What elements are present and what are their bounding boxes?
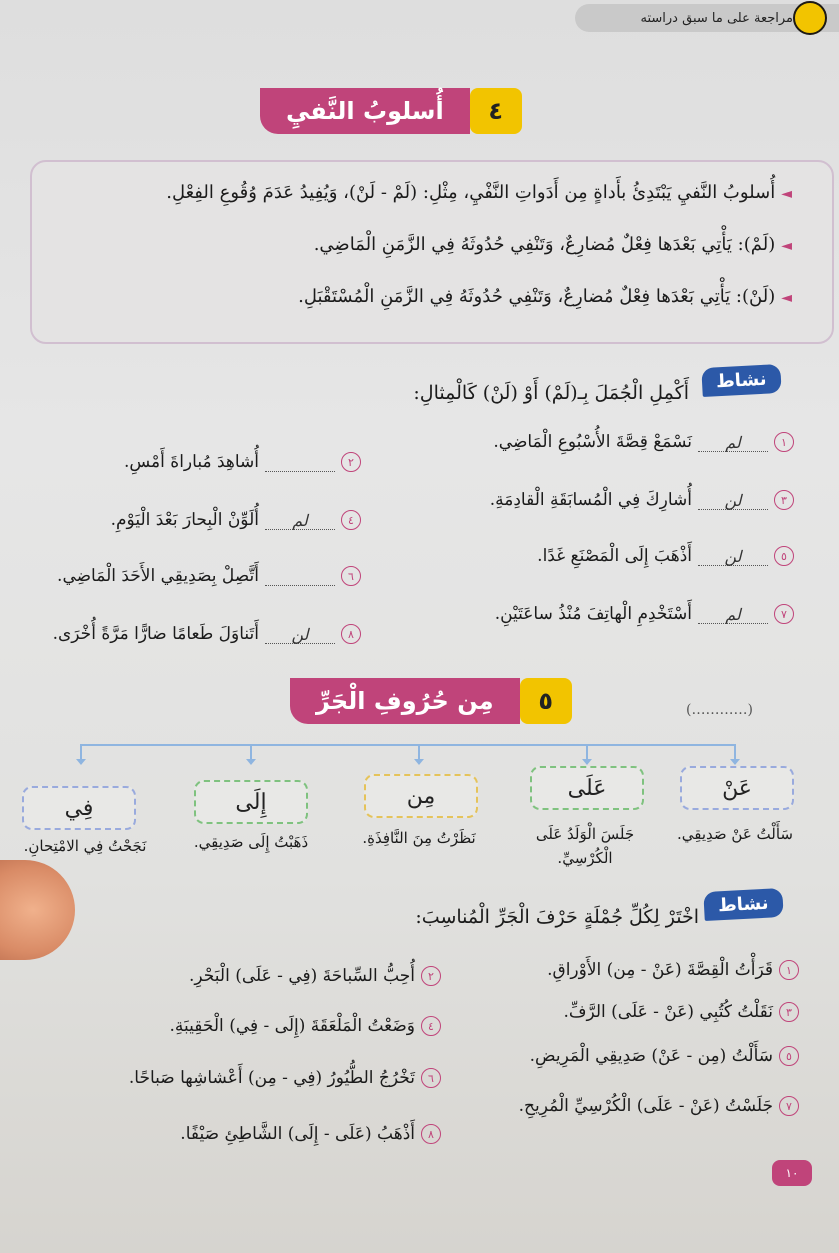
- section4-heading: أُسلوبُ النَّفيِ: [260, 88, 470, 134]
- activity1-item-2: ٢ أُشاهِدَ مُباراةَ أَمْسِ.: [124, 452, 361, 472]
- example-ala: جَلَسَ الْوَلَدُ عَلَى الْكُرْسِيِّ.: [535, 825, 635, 867]
- section5-heading: مِن حُرُوفِ الْجَرِّ: [290, 678, 520, 724]
- answer-blank[interactable]: لن: [698, 491, 768, 510]
- example-ila: ذَهَبْتُ إِلَى صَدِيقِي.: [193, 833, 309, 851]
- preposition-ala: عَلَى: [530, 766, 644, 810]
- answer-blank[interactable]: [265, 567, 335, 586]
- example-min: نَظَرْتُ مِنَ النَّافِذَةِ.: [362, 829, 476, 847]
- page-number: ١٠: [772, 1160, 812, 1186]
- tree-arrow: [418, 746, 420, 764]
- answer-blank[interactable]: [265, 453, 335, 472]
- activity1-item-5: ٥ لن أَذْهَبَ إِلَى الْمَصْنَعِ غَدًا.: [537, 546, 794, 566]
- tree-arrow: [586, 746, 588, 764]
- activity2-question: اخْتَرْ لِكُلِّ جُمْلَةٍ حَرْفَ الْجَرِّ الْمُناسِبَ:: [415, 906, 699, 928]
- activity2-tag: نشاط: [703, 888, 783, 921]
- activity2-item-2: ٢ أُحِبُّ السِّباحَةَ (فِي - عَلَى) الْبَحْرِ.: [189, 966, 441, 986]
- preposition-min: مِن: [364, 774, 478, 818]
- rule-line-2: ◄(لَمْ): يَأْتِي بَعْدَها فِعْلٌ مُضارِعٌ، وَتَنْفِي حُدُوثَهُ فِي الزَّمَنِ الْمَاضِي.: [313, 234, 792, 255]
- section5-title: [290, 678, 572, 724]
- activity1-item-4: ٤ لم أُلَوِّنْ الْبِحارَ بَعْدَ الْيَوْمِ.: [111, 510, 361, 530]
- tree-arrow: [80, 746, 82, 764]
- activity2-item-6: ٦ تَخْرُجُ الطُّيُورُ (فِي - مِن) أَعْشاشِها صَباحًا.: [129, 1068, 441, 1088]
- answer-blank[interactable]: لم: [265, 511, 335, 530]
- tree-connector: [80, 744, 736, 746]
- tree-arrow: [250, 746, 252, 764]
- example-fi: نَجَحْتُ فِي الامْتِحانِ.: [23, 837, 147, 855]
- activity1-item-6: ٦ أَتَّصِلْ بِصَدِيقِي الأَحَدَ الْمَاضِي.: [57, 566, 361, 586]
- activity1-item-8: ٨ لن أَتَناوَلَ طَعامًا ضارًّا مَرَّةً أُخْرَى.: [53, 624, 361, 644]
- preposition-fi: فِي: [22, 786, 136, 830]
- activity2-item-1: ١ قَرَأْتُ الْقِصَّةَ (عَنْ - مِن) الأَوْراقِ.: [547, 960, 799, 980]
- answer-blank[interactable]: لن: [265, 625, 335, 644]
- running-title: مراجعة على ما سبق دراسته: [640, 10, 793, 26]
- preposition-an: عَنْ: [680, 766, 794, 810]
- rule-line-1: ◄أُسلوبُ النَّفيِ يَبْتَدِئُ بأَداةٍ مِن أَدَواتِ النَّفْيِ، مِثْلِ: (لَمْ - لَنْ)، وَيُفِيدُ عَدَمَ وُقُوعِ الفِعْلِ.: [166, 182, 792, 203]
- activity2-item-5: ٥ سَأَلْتُ (مِن - عَنْ) صَدِيقِي الْمَرِيضِ.: [530, 1046, 799, 1066]
- answer-blank[interactable]: لم: [698, 433, 768, 452]
- activity2-item-4: ٤ وَضَعْتُ الْمَلْعَقَةَ (إِلَى - فِي) الْحَقِيبَةِ.: [170, 1016, 441, 1036]
- tree-arrow: [734, 746, 736, 764]
- rule-line-3: ◄(لَنْ): يَأْتِي بَعْدَها فِعْلٌ مُضارِعٌ، وَتَنْفِي حُدُوثَهُ فِي الزَّمَنِ الْمُسْتَقْبَلِ.: [298, 286, 792, 307]
- bullet-arrow-icon: ◄: [781, 290, 792, 306]
- answer-blank[interactable]: لن: [698, 547, 768, 566]
- activity2-item-7: ٧ جَلَسْتُ (عَنْ - عَلَى) الْكُرْسِيِّ الْمُرِيحِ.: [519, 1096, 799, 1116]
- section5-note: (…………): [686, 702, 753, 718]
- activity2-item-8: ٨ أَذْهَبُ (عَلَى - إِلَى) الشَّاطِئِ صَيْفًا.: [180, 1124, 441, 1144]
- bullet-arrow-icon: ◄: [781, 186, 792, 202]
- thumb-photo-overlay: [0, 860, 75, 960]
- example-an: سَأَلْتُ عَنْ صَدِيقِي.: [677, 825, 793, 843]
- preposition-ila: إِلَى: [194, 780, 308, 824]
- activity1-item-7: ٧ لم أَسْتَخْدِمِ الْهاتِفَ مُنْذُ ساعَتَيْنِ.: [495, 604, 794, 624]
- series-emblem-icon: [793, 1, 827, 35]
- running-header: [575, 4, 839, 32]
- rules-box: [30, 160, 834, 344]
- activity1-item-3: ٣ لن أُشارِكَ فِي الْمُسابَقَةِ الْقادِمَةِ.: [490, 490, 794, 510]
- section4-title: [260, 88, 522, 134]
- activity1-item-1: ١ لم نَسْمَعْ قِصَّةَ الأُسْبُوعِ الْمَاضِي.: [493, 432, 794, 452]
- section5-number: ٥: [520, 678, 572, 724]
- activity1-tag: نشاط: [701, 364, 781, 397]
- bullet-arrow-icon: ◄: [781, 238, 792, 254]
- activity2-item-3: ٣ نَقَلْتُ كُتُبِي (عَنْ - عَلَى) الرَّفِّ.: [563, 1002, 799, 1022]
- answer-blank[interactable]: لم: [698, 605, 768, 624]
- section4-number: ٤: [470, 88, 522, 134]
- activity1-question: أَكْمِلِ الْجُمَلَ بِـ(لَمْ) أَوْ (لَنْ) كَالْمِثالِ:: [413, 382, 689, 404]
